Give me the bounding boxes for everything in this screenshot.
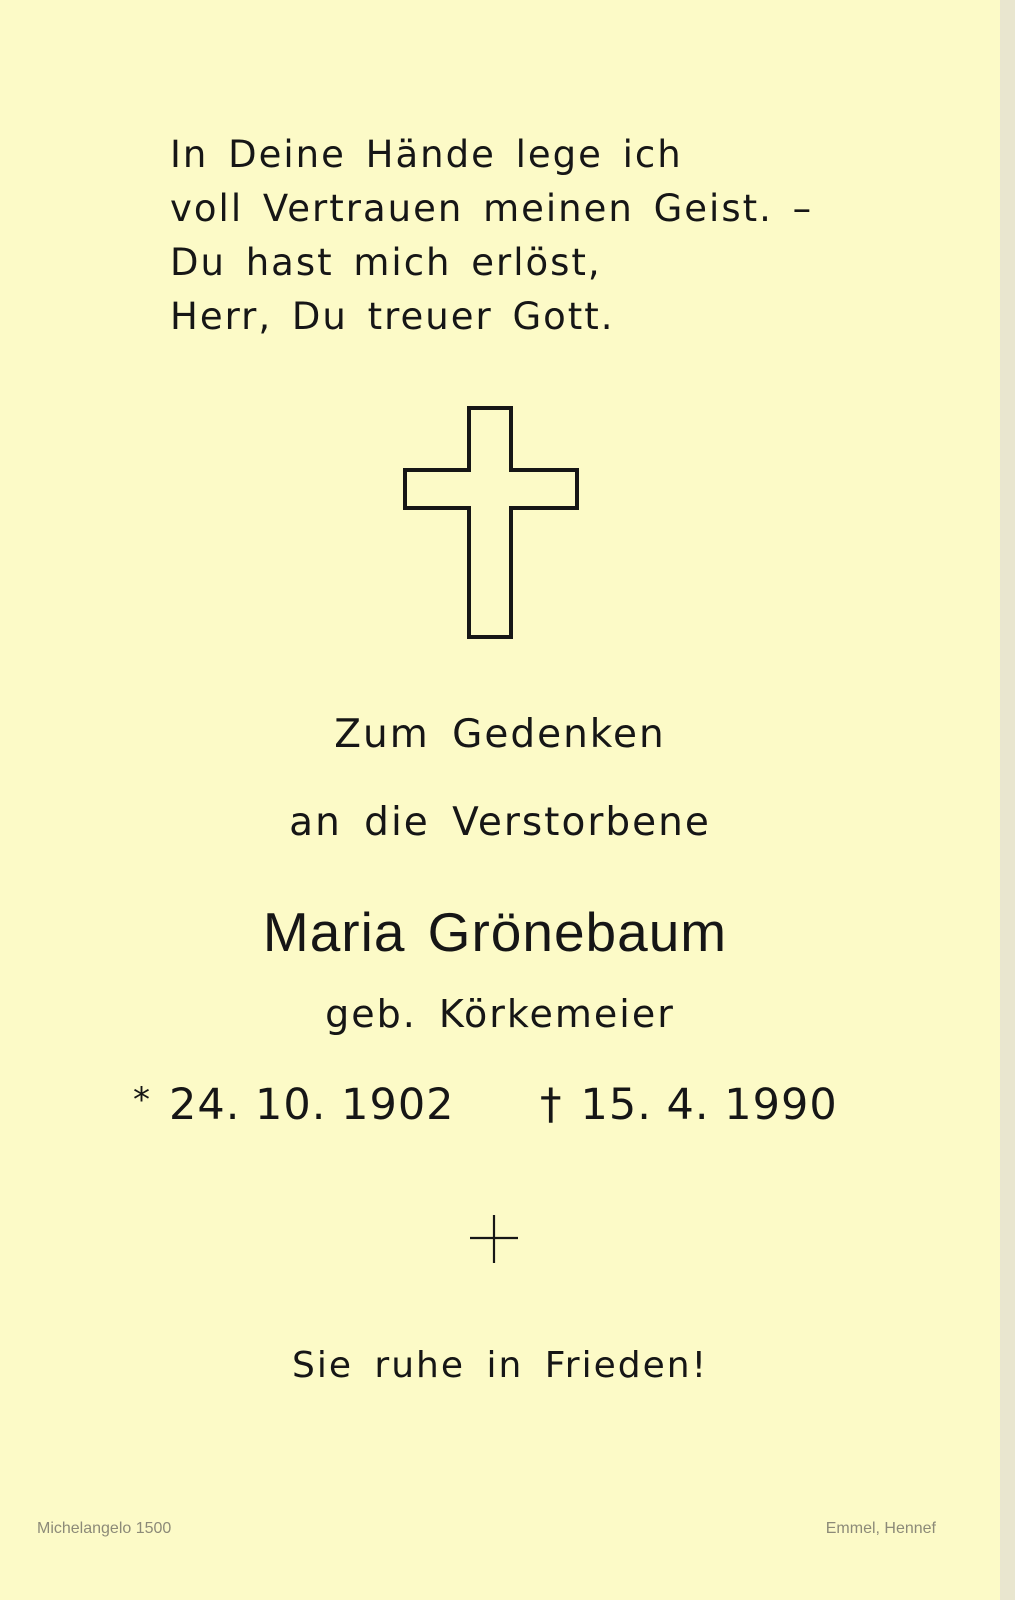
maiden-name: geb. Körkemeier [325,992,675,1036]
footer-printer: Emmel, Hennef [825,1520,936,1537]
memorial-heading: Zum Gedenken [334,712,666,757]
verse-line-4: Herr, Du treuer Gott. [170,295,615,338]
verse-line-3: Du hast mich erlöst, [170,241,602,284]
memorial-subheading: an die Verstorbene [289,800,711,845]
death-date: 15. 4. 1990 [580,1080,838,1130]
cross-icon [403,406,579,651]
death-dagger-icon: † [540,1080,563,1130]
verse-line-2: voll Vertrauen meinen Geist. – [170,187,814,230]
verse-line-1: In Deine Hände lege ich [170,133,683,176]
closing-phrase: Sie ruhe in Frieden! [291,1345,709,1386]
verse-block [170,128,813,344]
small-cross-icon [468,1213,520,1265]
footer-design-code: Michelangelo 1500 [37,1520,172,1537]
birth-date: 24. 10. 1902 [169,1080,455,1130]
deceased-name: Maria Grönebaum [262,901,728,963]
birth-date-line [133,1080,455,1130]
death-date-line [540,1080,838,1130]
birth-star-icon: * [133,1080,151,1120]
